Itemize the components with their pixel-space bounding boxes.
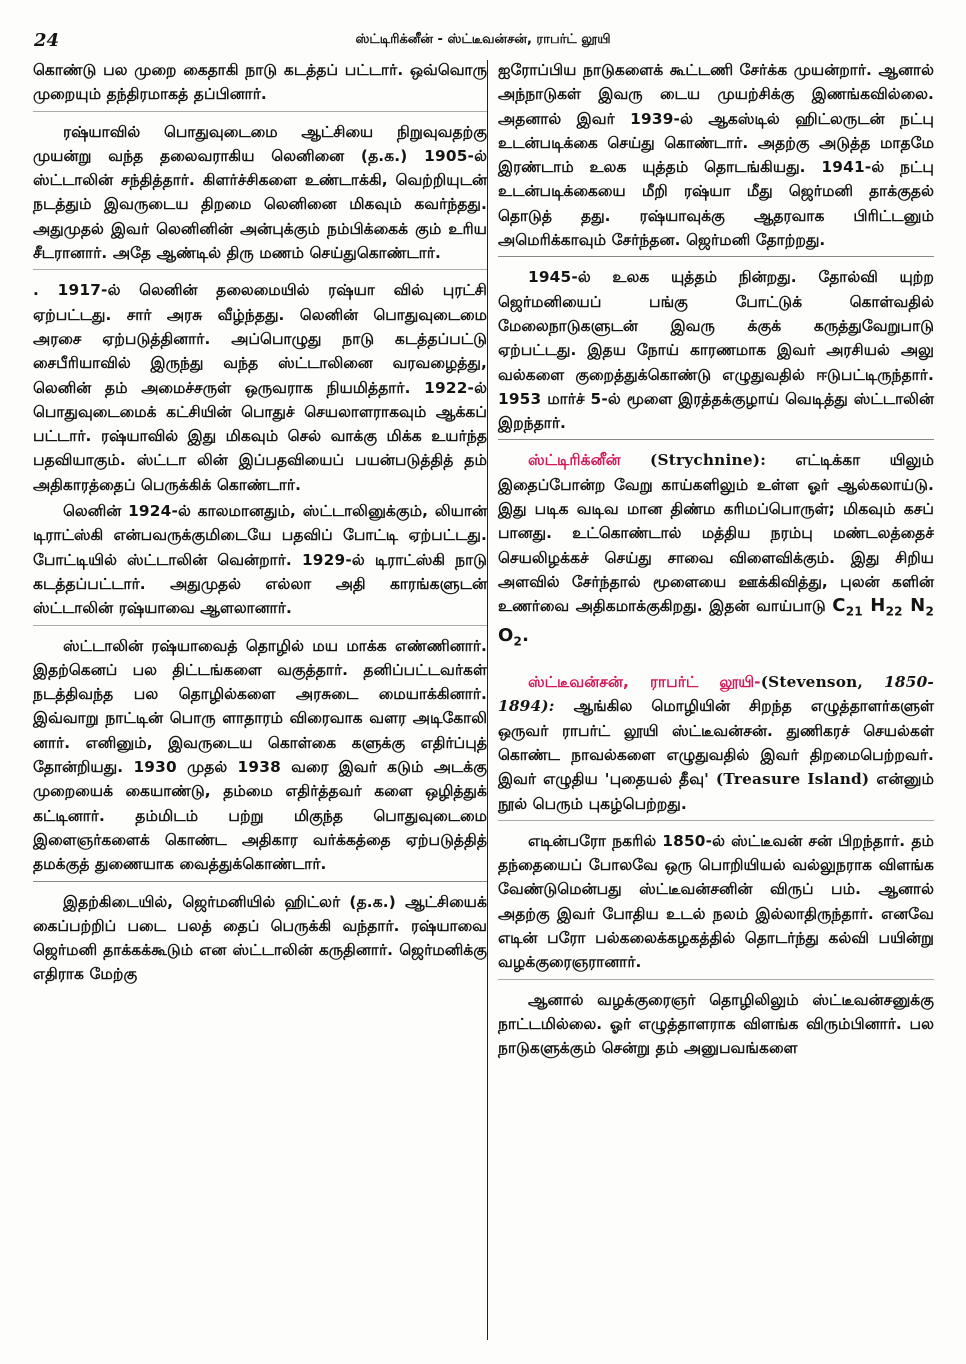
page-number: 24 (34, 30, 60, 51)
paragraph: ஐரோப்பிய நாடுகளைக் கூட்டணி சேர்க்க முயன்றார். ஆனால் அந்நாடுகள் இவரு டைய முயற்சிக்கு இணங்கவில்லை. அதனால் இவர் 1939-ல் ஆகஸ்டில் ஹிட்லருடன் நட்பு உடன்படிக்கை செய்து கொண்டார். அதற்கு அடுத்த மாதமே இரண்டாம் உலக யுத்தம் தொடங்கியது. 1941-ல் நட்பு உடன்படிக்கையை மீறி ரஷ்யா மீது ஜெர்மனி தாக்குதல் தொடுத் தது. ரஷ்யாவுக்கு ஆதரவாக பிரிட்டனும் அமெரிக்காவும் சேர்ந்தன. ஜெர்மனி தோற்றது. (498, 61, 934, 250)
column-rule (487, 60, 488, 1340)
formula-subscript: 21 (845, 604, 863, 619)
formula-element: N (910, 595, 926, 617)
paragraph-divider (33, 111, 487, 112)
entry-body: ஆங்கில மொழியின் சிறந்த எழுத்தாளர்களுள் ஒருவர் ராபர்ட் லூயி ஸ்ட்டீவன்சன். துணிகரச் செயல்கள் கொண்ட நாவல்களை எழுதுவதில் இவர் திறமைபெற்றவர். இவர் எழுதிய 'புதையல் தீவு' (498, 697, 934, 789)
section-gap (498, 654, 934, 670)
paragraph-divider (498, 256, 934, 257)
formula-element: C (832, 595, 846, 617)
formula-element: O (498, 625, 514, 647)
entry-heading-english: (Strychnine): (650, 451, 767, 470)
paragraph-divider (33, 269, 487, 270)
entry-body: என்னும் நூல் பெரும் புகழ்பெற்றது. (498, 770, 934, 813)
formula-subscript: 2 (513, 634, 523, 649)
entry-heading-tamil: ஸ்ட்டீவன்சன், ராபர்ட் லூயி- (528, 673, 761, 692)
paragraph: ரஷ்யாவில் பொதுவுடைமை ஆட்சியை நிறுவுவதற்கு முயன்று வந்த தலைவராகிய லெனினை (த.க.) 1905-ல் ஸ்ட்டாலின் சந்தித்தார். கிளர்ச்சிகளை உண்டாக்கி, வெற்றியுடன் நடத்தும் இவருடைய திறமை லெனினை மிகவும் கவர்ந்தது. அதுமுதல் இவர் லெனினின் அன்புக்கும் நம்பிக்கைக் கும் உரிய சீடரானார். அதே ஆண்டில் திரு மணம் செய்துகொண்டார். (33, 122, 487, 263)
paragraph: எடின்பரோ நகரில் 1850-ல் ஸ்ட்டீவன் சன் பிறந்தார். தம் தந்தையைப் போலவே ஒரு பொறியியல் வல்லுநராக விளங்க வேண்டுமென்பது ஸ்ட்டீவன்சனின் விருப் பம். ஆனால் அதற்கு இவர் போதிய உடல் நலம் இல்லாதிருந்தார். எனவே எடின் பரோ பல்கலைக்கழகத்தில் தொடர்ந்து கல்வி பயின்று வழக்குரைஞரானார். (498, 831, 934, 972)
paragraph: . 1917-ல் லெனின் தலைமையில் ரஷ்யா வில் புரட்சி ஏற்பட்டது. சார் அரசு வீழ்ந்தது. லெனின் பொதுவுடைமை அரசை ஏற்படுத்தினார். அப்பொழுது நாடு கடத்தப்பட்டு சைபீரியாவில் இருந்து வந்த ஸ்ட்டாலினை வரவழைத்து, லெனின் தம் அமைச்சருள் ஒருவராக நியமித்தார். 1922-ல் பொதுவுடைமைக் கட்சியின் பொதுச் செயலாளராகவும் ஆக்கப் பட்டார். ரஷ்யாவில் இது மிகவும் செல் வாக்கு மிக்க உயர்ந்த பதவியாகும். ஸ்ட்டா லின் இப்பதவியைப் பயன்படுத்தித் தம் அதிகாரத்தைப் பெருக்கிக் கொண்டார். (33, 281, 487, 494)
entry-dates: 1850-1894): (498, 673, 934, 716)
entry-heading-tamil: ஸ்ட்டிரிக்னீன் (528, 451, 621, 470)
paragraph-divider (498, 439, 934, 440)
running-header: ஸ்ட்டிரிக்னீன் - ஸ்ட்டீவன்சன், ராபர்ட் லூயி (355, 32, 611, 47)
formula-element: H (870, 595, 886, 617)
formula-subscript: 22 (885, 604, 903, 619)
paragraph: ஸ்ட்டாலின் ரஷ்யாவைத் தொழில் மய மாக்க எண்ணினார். இதற்கெனப் பல திட்டங்களை வகுத்தார். தனிப்பட்டவர்கள் நடத்திவந்த பல தொழில்களை அரசுடை மையாக்கினார். இவ்வாறு நாட்டின் பொரு ளாதாரம் விரைவாக வளர அடிகோலி னார். எனினும், இவருடைய கொள்கை களுக்கு எதிர்ப்புத் தோன்றியது. 1930 முதல் 1938 வரை இவர் கடும் அடக்கு முறையைக் கையாண்டு, தம்மை எதிர்த்தவர் களை ஒழித்துக் கட்டினார். தம்மிடம் பற்று மிகுந்த பொதுவுடைமை இளைஞர்களைக் கொண்ட அதிகார வர்க்கத்தை ஏற்படுத்தித் தமக்குத் துணையாக வைத்துக்கொண்டார். (33, 636, 487, 874)
formula-subscript: 2 (925, 604, 934, 619)
paragraph: ஆனால் வழக்குரைஞர் தொழிலிலும் ஸ்ட்டீவன்சனுக்கு நாட்டமில்லை. ஓர் எழுத்தாளராக விளங்க விரும்பினார். பல நாடுகளுக்கும் சென்று தம் அனுபவங்களை (498, 990, 934, 1058)
entry-strychnine (498, 448, 934, 654)
paragraph: லெனின் 1924-ல் காலமானதும், ஸ்ட்டாலினுக்கும், லியான் டிராட்ஸ்கி என்பவருக்குமிடையே பதவிப் போட்டி ஏற்பட்டது. போட்டியில் ஸ்ட்டாலின் வென்றார். 1929-ல் டிராட்ஸ்கி நாடு கடத்தப்பட்டார். அதுமுதல் எல்லா அதி காரங்களுடன் ஸ்ட்டாலின் ரஷ்யாவை ஆளலானார். (33, 502, 487, 618)
entry-body: எட்டிக்கா யிலும் இதைப்போன்ற வேறு காய்களிலும் உள்ள ஓர் ஆல்கலாய்டு. இது படிக வடிவ மான திண்ம கரிமப்பொருள்; மிகவும் கசப் பானது. உட்கொண்டால் மத்திய நரம்பு மண்டலத்தைச் செயலிழக்கச் செய்து சாவை விளைவிக்கும். இது சிறிய அளவில் சேர்ந்தால் மூளையை ஊக்கிவித்து, புலன் களின் உணர்வை அதிகமாக்குகிறது. இதன் வாய்பாடு (498, 451, 935, 616)
formula-end: . (522, 625, 530, 647)
entry-stevenson (498, 670, 934, 816)
right-column (498, 58, 934, 1060)
book-title-english: (Treasure Island) (715, 770, 870, 789)
paragraph: இதற்கிடையில், ஜெர்மனியில் ஹிட்லர் (த.க.) ஆட்சியைக் கைப்பற்றிப் படை பலத் தைப் பெருக்கி வந்தார். ரஷ்யாவை ஜெர்மனி தாக்கக்கூடும் என ஸ்ட்டாலின் கருதினார். ஜெர்மனிக்கு எதிராக மேற்கு (33, 892, 487, 984)
left-column (33, 58, 487, 987)
paragraph: கொண்டு பல முறை கைதாகி நாடு கடத்தப் பட்டார். ஒவ்வொரு முறையும் தந்திரமாகத் தப்பினார். (33, 61, 487, 104)
entry-heading-english: (Stevenson, (760, 673, 863, 692)
paragraph-divider (498, 820, 934, 821)
paragraph-divider (33, 881, 487, 882)
paragraph-divider (498, 979, 934, 980)
paragraph: 1945-ல் உலக யுத்தம் நின்றது. தோல்வி யுற்ற ஜெர்மனியைப் பங்கு போட்டுக் கொள்வதில் மேலைநாடுகளுடன் இவரு க்குக் கருத்துவேறுபாடு ஏற்பட்டது. இதய நோய் காரணமாக இவர் அரசியல் அலு வல்களை குறைத்துக்கொண்டு எழுதுவதில் ஈடுபட்டிருந்தார். 1953 மார்ச் 5-ல் மூளை இரத்தக்குழாய் வெடித்து ஸ்ட்டாலின் இறந்தார். (498, 268, 934, 433)
paragraph-divider (33, 625, 487, 626)
